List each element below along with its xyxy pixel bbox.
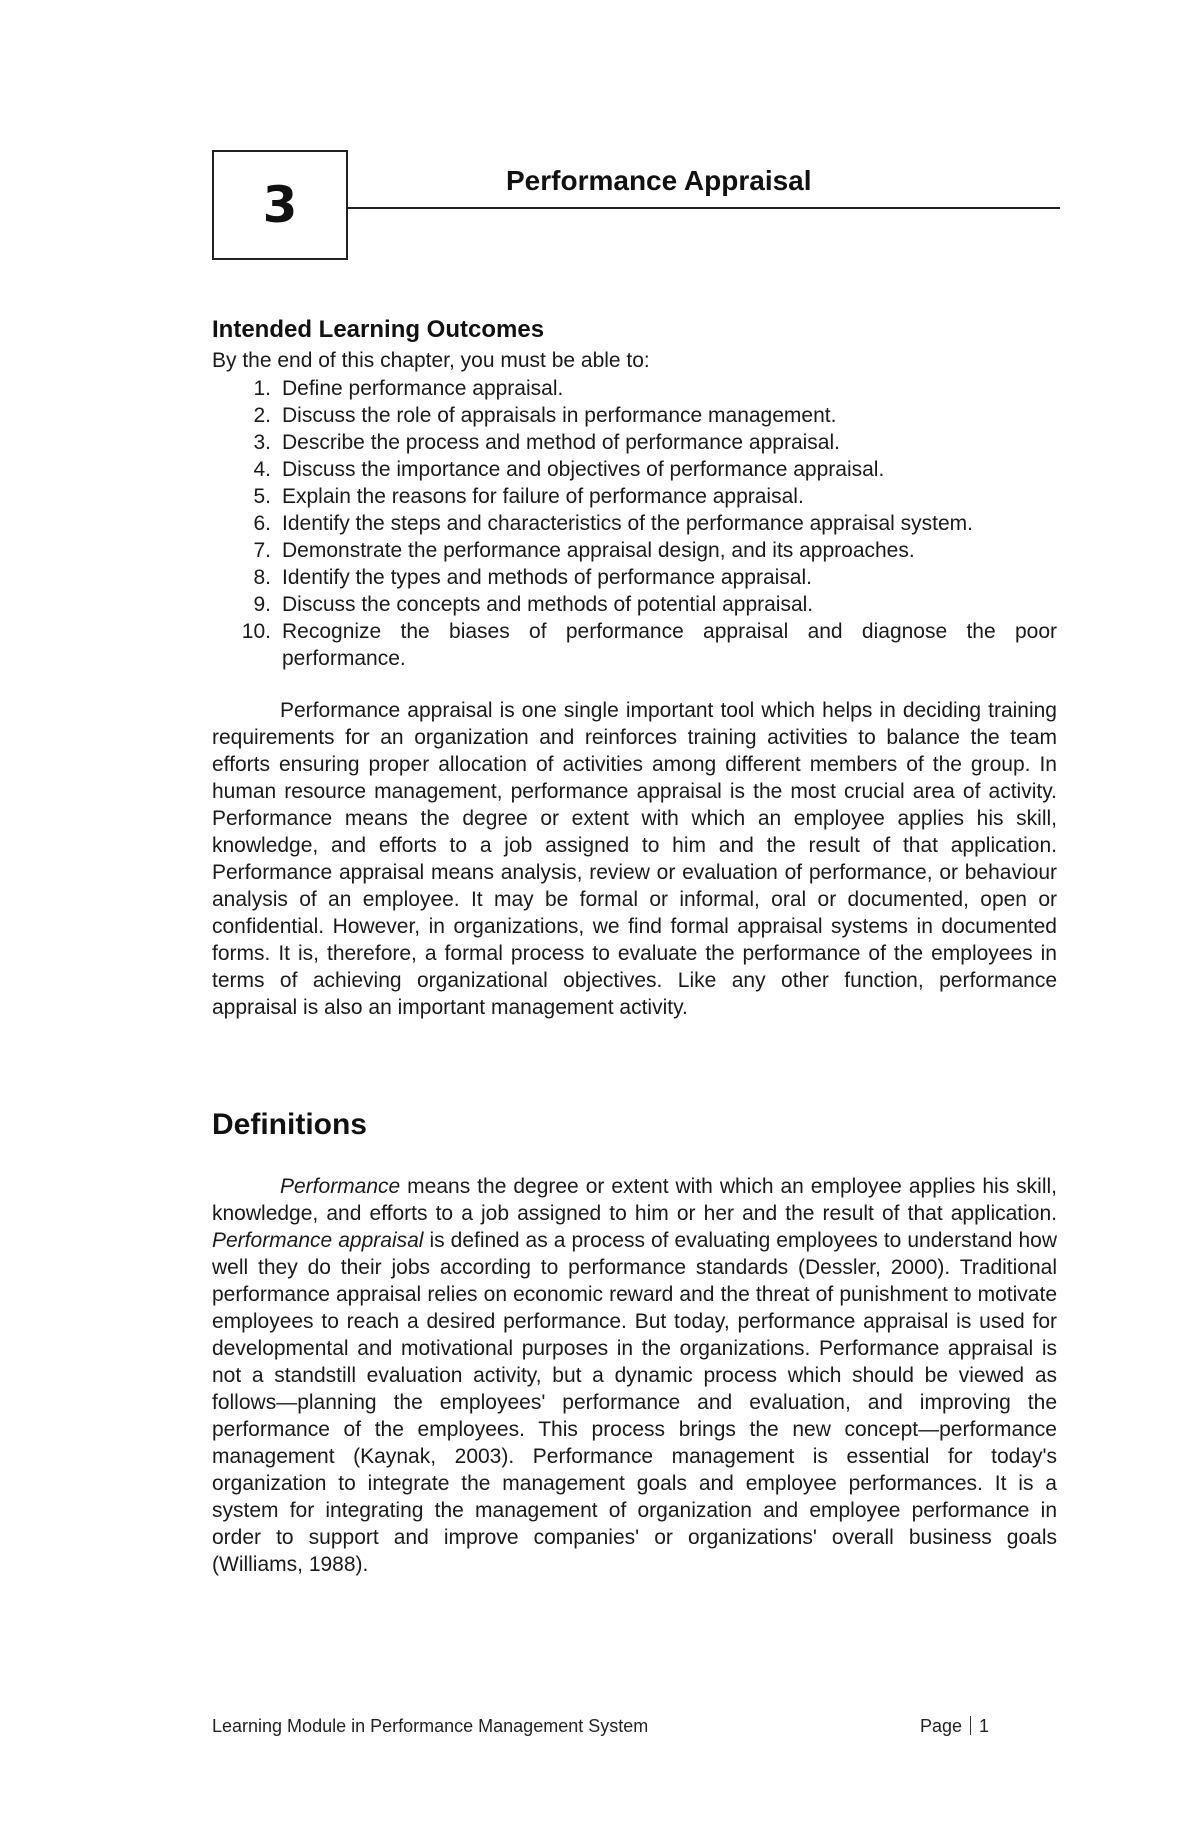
outcomes-list — [212, 375, 1057, 672]
definitions-paragraph — [212, 1173, 1057, 1578]
list-item-number: 4. — [253, 458, 271, 481]
list-item — [212, 510, 1057, 537]
footer-page-number — [920, 1716, 989, 1737]
chapter-number-box — [212, 150, 348, 260]
list-item — [212, 456, 1057, 483]
outcomes-heading: Intended Learning Outcomes — [212, 316, 545, 343]
term-performance-appraisal: Performance appraisal — [212, 1229, 424, 1252]
list-item-number: 8. — [253, 566, 271, 589]
list-item-number: 10. — [241, 620, 271, 643]
intro-paragraph: Performance appraisal is one single important tool which helps in deciding training requirements for an organization and reinforces training activities to balance the team efforts ensuring proper allocation of activities among different members of the group. In human resource management, performance appraisal is the most crucial area of activity. Performance means the degree or extent with which an employee applies his skill, knowledge, and efforts to a job assigned to him and the result of that application. Performance appraisal means analysis, review or evaluation of performance, or behaviour analysis of an employee. It may be formal or informal, oral or documented, open or confidential. However, in organizations, we find formal appraisal systems in documented forms. It is, therefore, a formal process to evaluate the performance of the employees in terms of achieving organizational objectives. Like any other function, performance appraisal is also an important management activity. — [212, 699, 1057, 1019]
list-item-number: 9. — [253, 593, 271, 616]
list-item-text: Explain the reasons for failure of performance appraisal. — [282, 485, 804, 508]
term-performance: Performance — [280, 1175, 401, 1198]
list-item — [212, 483, 1057, 510]
outcomes-intro: By the end of this chapter, you must be able to: — [212, 349, 650, 372]
list-item-number: 2. — [253, 404, 271, 427]
list-item-number: 3. — [253, 431, 271, 454]
list-item-text: Discuss the role of appraisals in performance management. — [282, 404, 837, 427]
list-item-number: 5. — [253, 485, 271, 508]
footer-page-value: 1 — [979, 1716, 990, 1736]
list-item — [212, 591, 1057, 618]
chapter-title: Performance Appraisal — [506, 165, 812, 196]
list-item-number: 1. — [253, 377, 271, 400]
list-item-text: Discuss the importance and objectives of performance appraisal. — [282, 458, 885, 481]
footer-module-title: Learning Module in Performance Management System — [212, 1716, 649, 1736]
definition-text-1: means the degree or extent with which an employee applies his skill, knowledge, and efforts to a job assigned to him or her and the result of that application. — [212, 1175, 1057, 1225]
definition-text-2: is defined as a process of evaluating employees to understand how well they do their jobs according to performance standards (Dessler, 2000). Traditional performance appraisal relies on economic reward and the threat of punishment to motivate employees to reach a desired performance. But today, performance appraisal is used for developmental and motivational purposes in the organizations. Performance appraisal is not a standstill evaluation activity, but a dynamic process which should be viewed as follows—planning the employees' performance and evaluation, and improving the performance of the employees. This process brings the new concept—performance management (Kaynak, 2003). Performance management is essential for today's organization to integrate the management goals and employee performances. It is a system for integrating the management of organization and employee performance in order to support and improve companies' or organizations' overall business goals (Williams, 1988). — [212, 1229, 1057, 1576]
chapter-number: 3 — [262, 176, 298, 234]
list-item — [212, 375, 1057, 402]
list-item-number: 6. — [253, 512, 271, 535]
list-item — [212, 564, 1057, 591]
list-item-text: Identify the types and methods of performance appraisal. — [282, 566, 812, 589]
list-item-text: Identify the steps and characteristics of the performance appraisal system. — [282, 512, 974, 535]
list-item-text: Define performance appraisal. — [282, 377, 564, 400]
header-rule — [348, 207, 1060, 209]
footer-separator — [970, 1716, 971, 1735]
list-item — [212, 429, 1057, 456]
definitions-heading: Definitions — [212, 1108, 367, 1141]
list-item — [212, 618, 1057, 672]
list-item-number: 7. — [253, 539, 271, 562]
list-item — [212, 537, 1057, 564]
list-item-text: Discuss the concepts and methods of potential appraisal. — [282, 593, 814, 616]
list-item — [212, 402, 1057, 429]
list-item-text: Demonstrate the performance appraisal design, and its approaches. — [282, 539, 915, 562]
footer-page-label: Page — [920, 1716, 963, 1736]
list-item-text: Describe the process and method of performance appraisal. — [282, 431, 840, 454]
list-item-text: Recognize the biases of performance appraisal and diagnose the poor performance. — [282, 620, 1057, 670]
